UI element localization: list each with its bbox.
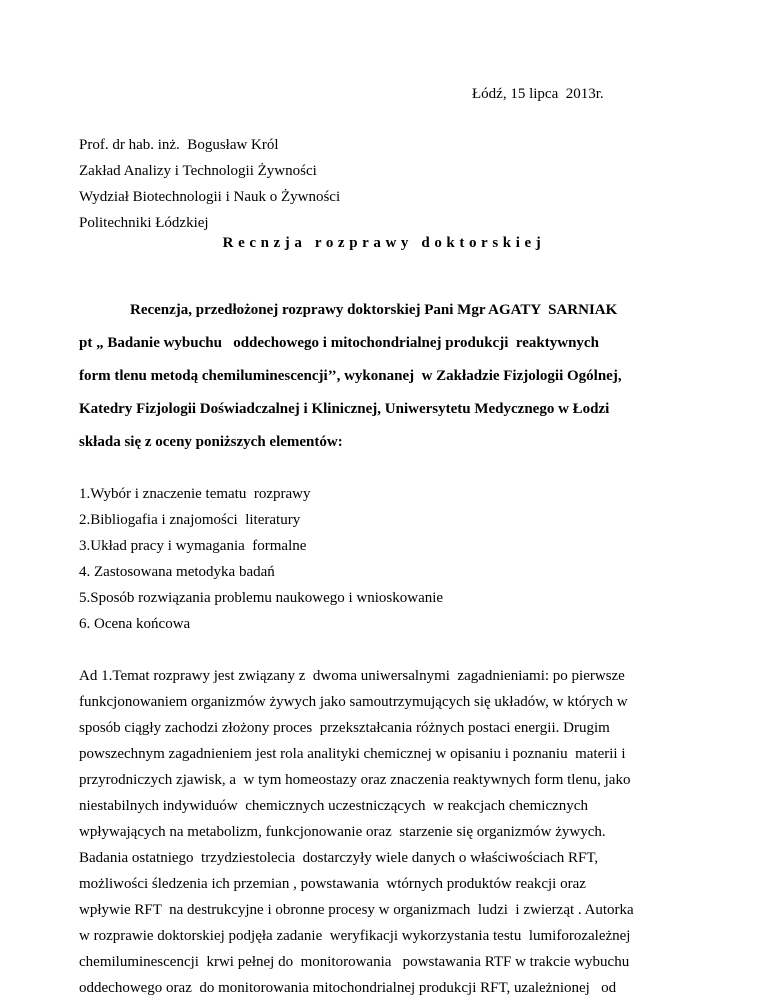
section1-line: Ad 1.Temat rozprawy jest związany z dwoma uniwersalnymi zagadnieniami: po pierwsze: [79, 668, 625, 684]
section1-line: możliwości śledzenia ich przemian , powstawania wtórnych produktów reakcji oraz: [79, 876, 586, 892]
section1-line: Badania ostatniego trzydziestolecia dostarczyły wiele danych o właściwościach RFT,: [79, 850, 599, 866]
intro-line: składa się z oceny poniższych elementów:: [79, 434, 343, 450]
section1-line: powszechnym zagadnieniem jest rola analityki chemicznej w opisaniu i poznaniu materii i: [79, 746, 626, 762]
author-department: Zakład Analizy i Technologii Żywności: [79, 163, 317, 179]
intro-line: Recenzja, przedłożonej rozprawy doktorskiej Pani Mgr AGATY SARNIAK: [130, 302, 618, 318]
section1-line: sposób ciągły zachodzi złożony proces przekształcania różnych postaci energii. Drugim: [79, 720, 610, 736]
author-university: Politechniki Łódzkiej: [79, 215, 209, 231]
section1-line: przyrodniczych zjawisk, a w tym homeostazy oraz znaczenia reaktywnych form tlenu, jako: [79, 772, 631, 788]
section1-line: funkcjonowaniem organizmów żywych jako samoutrzymujących się układów, w których w: [79, 694, 628, 710]
author-name: Prof. dr hab. inż. Bogusław Król: [79, 137, 279, 153]
criteria-item: 1.Wybór i znaczenie tematu rozprawy: [79, 486, 311, 502]
criteria-item: 2.Bibliogafia i znajomości literatury: [79, 512, 301, 528]
author-faculty: Wydział Biotechnologii i Nauk o Żywności: [79, 189, 341, 205]
section1-line: wpływających na metabolizm, funkcjonowanie oraz starzenie się organizmów żywych.: [79, 824, 606, 840]
intro-line: pt „ Badanie wybuchu oddechowego i mitochondrialnej produkcji reaktywnych: [79, 335, 599, 351]
criteria-item: 4. Zastosowana metodyka badań: [79, 564, 275, 580]
section1-line: niestabilnych indywiduów chemicznych uczestniczących w reakcjach chemicznych: [79, 798, 588, 814]
intro-line: form tlenu metodą chemiluminescencji’’, wykonanej w Zakładzie Fizjologii Ogólnej,: [79, 368, 622, 384]
section1-line: w rozprawie doktorskiej podjęła zadanie weryfikacji wykorzystania testu lumiforozależnej: [79, 928, 631, 944]
criteria-item: 3.Układ pracy i wymagania formalne: [79, 538, 307, 554]
document-title: Recnzja rozprawy doktorskiej: [222, 235, 546, 251]
section1-line: chemiluminescencji krwi pełnej do monitorowania powstawania RTF w trakcie wybuchu: [79, 954, 630, 970]
section1-line: wpływie RFT na destrukcyjne i obronne procesy w organizmach ludzi i zwierząt . Autorka: [79, 902, 634, 918]
criteria-item: 5.Sposób rozwiązania problemu naukowego i wnioskowanie: [79, 590, 444, 606]
document-date: Łódź, 15 lipca 2013r.: [472, 86, 604, 102]
criteria-item: 6. Ocena końcowa: [79, 616, 191, 632]
intro-line: Katedry Fizjologii Doświadczalnej i Klinicznej, Uniwersytetu Medycznego w Łodzi: [79, 401, 610, 417]
section1-line: oddechowego oraz do monitorowania mitochondrialnej produkcji RFT, uzależnionej od: [79, 980, 617, 996]
